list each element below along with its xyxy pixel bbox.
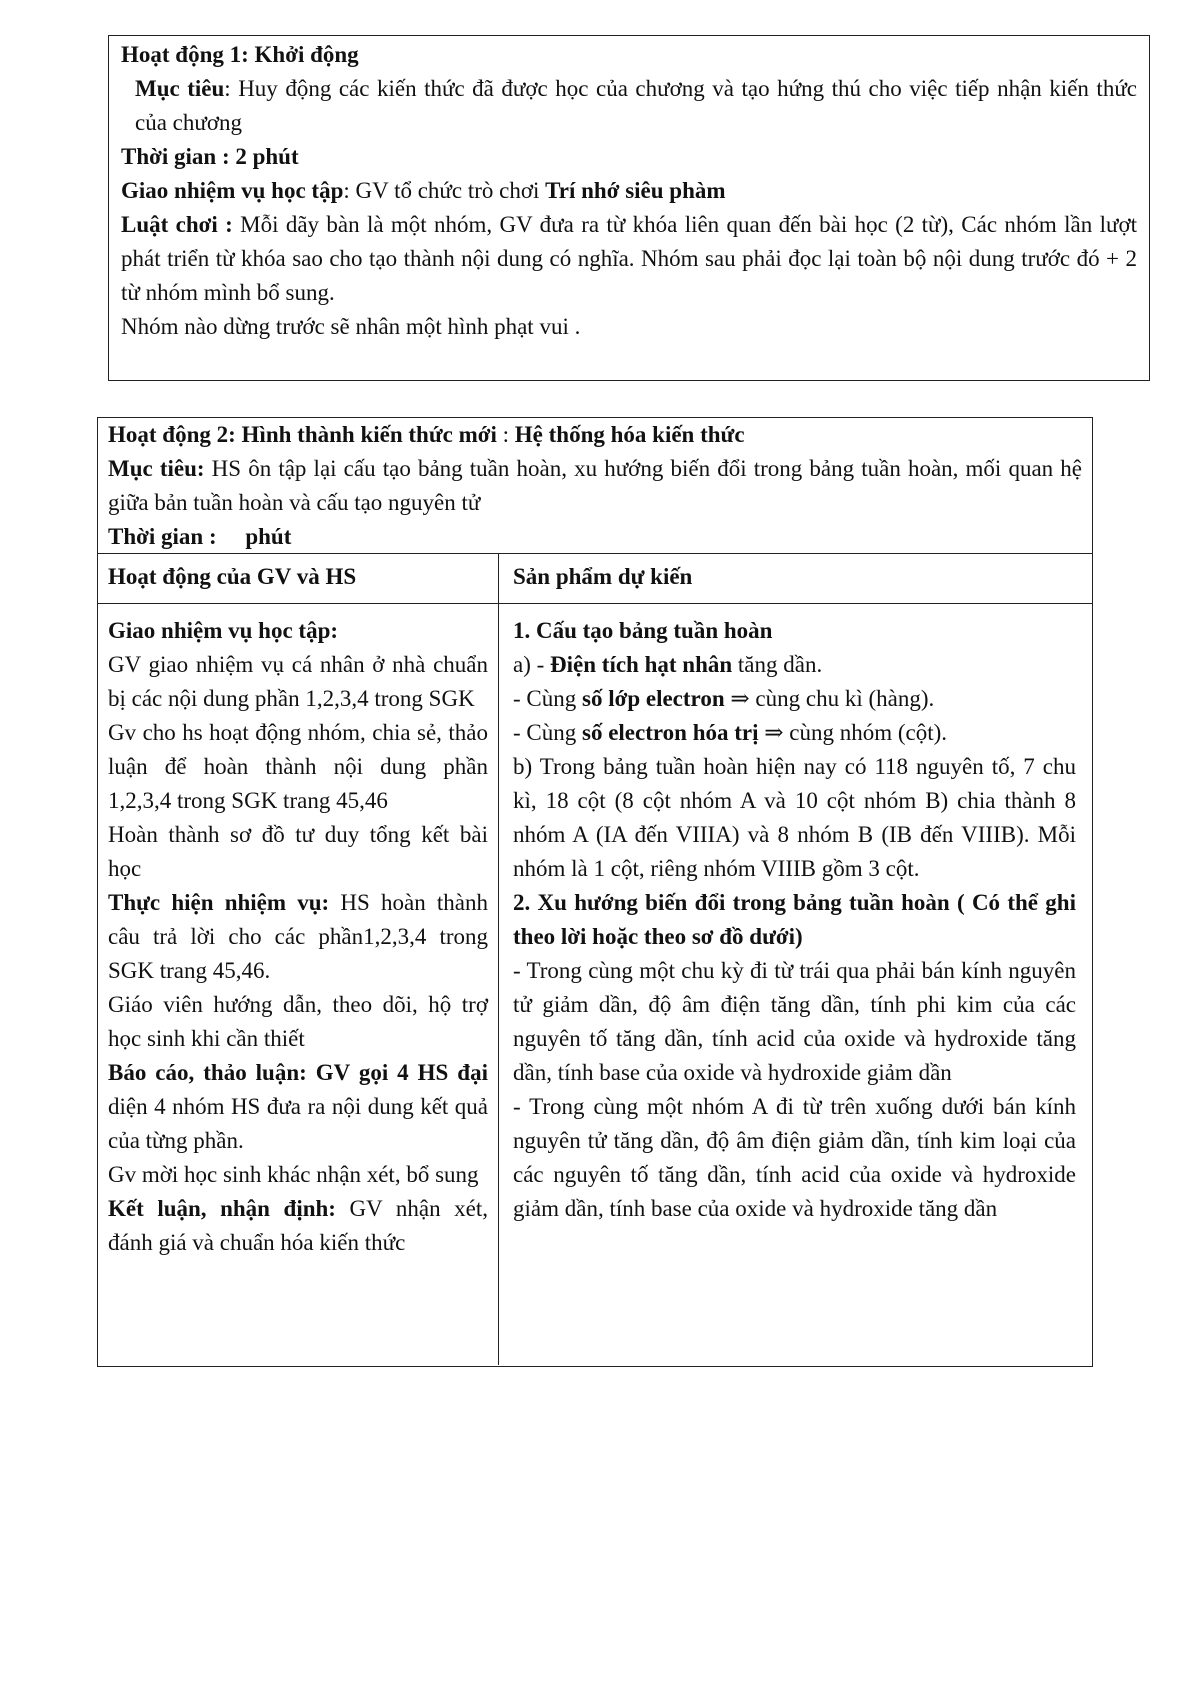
- col-header-products: Sản phẩm dự kiến: [513, 564, 693, 589]
- point-period: - Cùng số lớp electron ⇒ cùng chu kì (hàng).: [513, 686, 935, 711]
- activity2-box: [97, 417, 1093, 1367]
- point-group: - Cùng số electron hóa trị ⇒ cùng nhóm (cột).: [513, 720, 948, 745]
- activity1-task: Giao nhiệm vụ học tập: GV tổ chức trò chơi Trí nhớ siêu phàm: [121, 178, 726, 203]
- col-header-activities: Hoạt động của GV và HS: [98, 554, 499, 603]
- section-2-heading: 2. Xu hướng biến đổi trong bảng tuần hoàn ( Có thể ghi theo lời hoặc theo sơ đồ dưới): [513, 890, 1076, 949]
- activity1-time: Thời gian : 2 phút: [121, 144, 299, 169]
- point-b: b) Trong bảng tuần hoàn hiện nay có 118 nguyên tố, 7 chu kì, 18 cột (8 cột nhóm A và 10 cột nhóm B) chia thành 8 nhóm A (IA đến VIIIA) và 8 nhóm B (IB đến VIIIB). Mỗi nhóm là 1 cột, riêng nhóm VIIIB gồm 3 cột.: [513, 754, 1076, 881]
- perform-paragraph-2: Giáo viên hướng dẫn, theo dõi, hộ trợ học sinh khi cần thiết: [108, 992, 488, 1051]
- point-a: a) - Điện tích hạt nhân tăng dần.: [513, 652, 823, 677]
- activity2-objective: Mục tiêu: HS ôn tập lại cấu tạo bảng tuần hoàn, xu hướng biến đổi trong bảng tuần hoàn, mối quan hệ giữa bản tuần hoàn và cấu tạo nguyên tử: [108, 456, 1082, 515]
- activity1-box: [108, 35, 1150, 381]
- trend-group: - Trong cùng một nhóm A đi từ trên xuống dưới bán kính nguyên tử tăng dần, độ âm điện giảm dần, tính kim loại của các nguyên tố tăng dần, tính acid của oxide và hydroxide giảm dần, tính base của oxide và hydroxide tăng dần: [513, 1094, 1076, 1221]
- task-paragraph-1: GV giao nhiệm vụ cá nhân ở nhà chuẩn bị các nội dung phần 1,2,3,4 trong SGK: [108, 652, 488, 711]
- activity2-header: [98, 418, 1092, 554]
- activity2-title: Hoạt động 2: Hình thành kiến thức mới : Hệ thống hóa kiến thức: [108, 422, 745, 447]
- table-body-row: [98, 604, 1092, 1365]
- activity2-time: Thời gian : phút: [108, 524, 292, 549]
- activity1-title: Hoạt động 1: Khởi động: [121, 42, 359, 67]
- products-cell: [499, 604, 1092, 1365]
- activity1-objective: Mục tiêu: Huy động các kiến thức đã được học của chương và tạo hứng thú cho việc tiếp nhận kiến thức của chương: [135, 76, 1137, 135]
- table-header-row: [98, 554, 1092, 604]
- activities-cell: [98, 604, 499, 1365]
- task-paragraph-3: Hoàn thành sơ đồ tư duy tổng kết bài học: [108, 822, 488, 881]
- report-paragraph: Báo cáo, thảo luận: GV gọi 4 HS đại diện 4 nhóm HS đưa ra nội dung kết quả của từng phần.: [108, 1060, 488, 1153]
- activity1-rules: Luật chơi : Mỗi dãy bàn là một nhóm, GV đưa ra từ khóa liên quan đến bài học (2 từ), Các nhóm lần lượt phát triển từ khóa sao cho tạo thành nội dung có nghĩa. Nhóm sau phải đọc lại toàn bộ nội dung trước đó + 2 từ nhóm mình bổ sung.: [121, 212, 1137, 305]
- task-paragraph-2: Gv cho hs hoạt động nhóm, chia sẻ, thảo luận để hoàn thành nội dung phần 1,2,3,4 trong SGK trang 45,46: [108, 720, 488, 813]
- trend-period: - Trong cùng một chu kỳ đi từ trái qua phải bán kính nguyên tử giảm dần, độ âm điện tăng dần, tính phi kim của các nguyên tố tăng dần, tính acid của oxide và hydroxide tăng dần, tính base của oxide và hydroxide giảm dần: [513, 958, 1076, 1085]
- perform-paragraph: Thực hiện nhiệm vụ: HS hoàn thành câu trả lời cho các phần1,2,3,4 trong SGK trang 45,46.: [108, 890, 488, 983]
- report-paragraph-2: Gv mời học sinh khác nhận xét, bổ sung: [108, 1162, 479, 1187]
- section-1-heading: 1. Cấu tạo bảng tuần hoàn: [513, 618, 773, 643]
- task-label: Giao nhiệm vụ học tập:: [108, 618, 339, 643]
- activity1-penalty: Nhóm nào dừng trước sẽ nhân một hình phạt vui .: [121, 314, 581, 339]
- conclude-paragraph: Kết luận, nhận định: GV nhận xét, đánh giá và chuẩn hóa kiến thức: [108, 1196, 488, 1255]
